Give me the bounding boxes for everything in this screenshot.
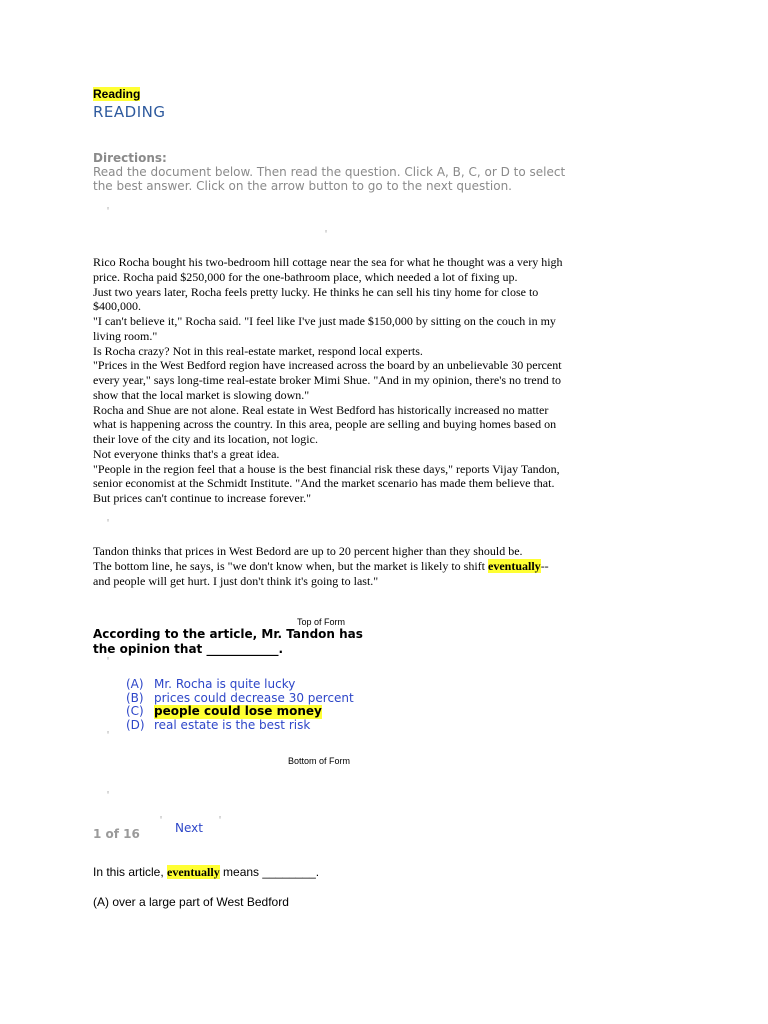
option-text: Mr. Rocha is quite lucky xyxy=(154,677,296,691)
article-text: --and people will get hurt. I just don't think it's going to last." xyxy=(93,558,549,588)
article-body-continued xyxy=(93,544,563,588)
article-body xyxy=(93,255,563,506)
top-of-form-label: Top of Form xyxy=(297,617,346,627)
option-c[interactable] xyxy=(126,705,354,719)
answer-options xyxy=(126,678,354,732)
option-a[interactable] xyxy=(126,678,354,692)
option-b[interactable] xyxy=(126,692,354,706)
bullet-icon: ◦ xyxy=(106,729,111,737)
bullet-icon: ◦ xyxy=(106,655,111,663)
bottom-of-form-label: Bottom of Form xyxy=(288,756,351,766)
bullet-icon: ◦ xyxy=(106,517,111,525)
page-counter: 1 of 16 xyxy=(93,827,140,841)
option-text: real estate is the best risk xyxy=(154,717,311,732)
highlighted-word: eventually xyxy=(488,558,541,573)
article-paragraph: "I can't believe it," Rocha said. "I feel like I've just made $150,000 by sitting on the couch in my living room." xyxy=(93,314,556,343)
directions-label: Directions: xyxy=(93,151,167,165)
option-d[interactable] xyxy=(126,719,354,733)
article-paragraph: "Prices in the West Bedford region have increased across the board by an unbelievable 30 percent every year," says long-time real-estate broker Mimi Shue. "And in my opinion, there's no trend to show that the local market is slowing down." xyxy=(93,358,562,402)
highlighted-word: eventually xyxy=(167,865,220,879)
option-text-selected: people could lose money xyxy=(154,704,322,718)
title-reading-small: Reading xyxy=(93,87,141,101)
article-paragraph-last xyxy=(93,559,563,589)
next-button[interactable]: Next xyxy=(175,821,203,835)
article-paragraph: Not everyone thinks that's a great idea. xyxy=(93,446,280,461)
article-paragraph: Just two years later, Rocha feels pretty lucky. He thinks he can sell his tiny home for close to $400,000. xyxy=(93,284,539,314)
article-text: The bottom line, he says, is "we don't know when, but the market is likely to shift xyxy=(93,558,489,573)
article-paragraph: Tandon thinks that prices in West Bedord are up to 20 percent higher than they should be. xyxy=(93,544,523,558)
article-paragraph: "People in the region feel that a house is the best financial risk these days," reports Vijay Tandon, senior economist at the Schmidt Institute. "And the market scenario has made them believe that. But prices can't continue to increase forever." xyxy=(93,461,560,505)
directions-text: Read the document below. Then read the question. Click A, B, C, or D to select the best answer. Click on the arrow button to go to the next question. xyxy=(93,165,566,193)
option-letter: (D) xyxy=(126,717,145,732)
bullet-icon: ◦ xyxy=(106,789,111,797)
option-letter: (B) xyxy=(126,690,144,705)
option-letter: (A) xyxy=(126,677,144,691)
question-2-suffix: means ________. xyxy=(219,865,320,879)
bullet-icon: ◦ xyxy=(324,228,329,236)
title-reading-large: READING xyxy=(93,103,166,121)
article-paragraph: Is Rocha crazy? Not in this real-estate market, respond local experts. xyxy=(93,343,423,358)
article-paragraph: Rocha and Shue are not alone. Real estate in West Bedford has historically increased no matter what is happening across the country. In this area, people are selling and buying homes based on their love of the city and its location, not logic. xyxy=(93,402,557,446)
bullet-icon: ◦ xyxy=(106,205,111,213)
question-2-option-a[interactable]: (A) over a large part of West Bedford xyxy=(93,895,289,909)
article-paragraph: Rico Rocha bought his two-bedroom hill cottage near the sea for what he thought was a very high price. Rocha paid $250,000 for the one-bathroom place, which needed a lot of fixing up. xyxy=(93,255,563,284)
option-text: prices could decrease 30 percent xyxy=(154,690,354,705)
option-letter: (C) xyxy=(126,704,144,718)
bullet-icon: ◦ xyxy=(218,814,223,822)
bullet-icon: ◦ xyxy=(159,814,164,822)
question-text: According to the article, Mr. Tandon has the opinion that ____________. xyxy=(93,627,363,656)
question-2-text xyxy=(93,865,319,880)
question-2-prefix: In this article, xyxy=(93,865,168,879)
